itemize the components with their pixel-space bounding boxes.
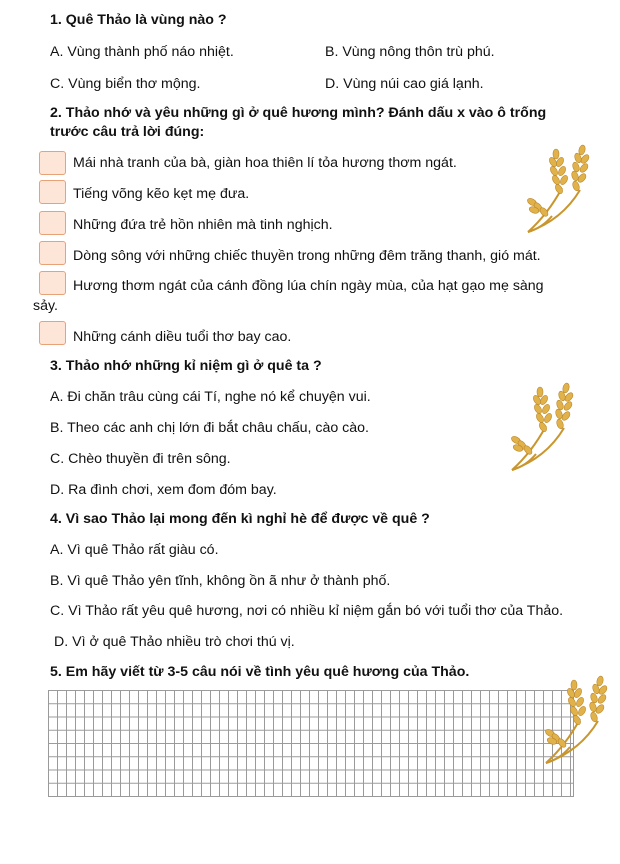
q2-item-6: Những cánh diều tuổi thơ bay cao. [73,329,292,345]
q2-item-2: Tiếng võng kẽo kẹt mẹ đưa. [73,186,250,202]
q2-item-1: Mái nhà tranh của bà, giàn hoa thiên lí tỏa hương thơm ngát. [73,155,457,171]
q4-option-a[interactable]: A. Vì quê Thảo rất giàu có. [50,542,219,558]
q3-option-c[interactable]: C. Chèo thuyền đi trên sông. [50,451,231,467]
q2-item-3: Những đứa trẻ hồn nhiên mà tinh nghịch. [73,217,333,233]
q1-title: 1. Quê Thảo là vùng nào ? [50,12,227,28]
q3-option-b[interactable]: B. Theo các anh chị lớn đi bắt châu chấu, cào cào. [50,420,370,436]
q2-item-5-continued: sảy. [33,298,58,314]
q1-option-a[interactable]: A. Vùng thành phố náo nhiệt. [50,44,234,60]
q2-checkbox-3[interactable] [39,211,66,235]
writing-grid[interactable] [48,690,574,797]
q5-title: 5. Em hãy viết từ 3-5 câu nói về tình yêu quê hương của Thảo. [50,664,470,680]
q1-option-b[interactable]: B. Vùng nông thôn trù phú. [325,44,495,60]
q2-item-4: Dòng sông với những chiếc thuyền trong những đêm trăng thanh, gió mát. [73,248,541,264]
q2-title-line2: trước câu trả lời đúng: [50,124,205,140]
q1-option-c[interactable]: C. Vùng biển thơ mộng. [50,76,201,92]
q4-option-d[interactable]: D. Vì ở quê Thảo nhiều trò chơi thú vị. [54,634,295,650]
q4-option-c[interactable]: C. Vì Thảo rất yêu quê hương, nơi có nhiều kỉ niệm gắn bó với tuổi thơ của Thảo. [50,603,564,619]
q4-option-b[interactable]: B. Vì quê Thảo yên tĩnh, không ồn ã như ở thành phố. [50,573,391,589]
q4-title: 4. Vì sao Thảo lại mong đến kì nghỉ hè để được về quê ? [50,511,430,527]
wheat-icon [502,382,574,478]
q1-option-d[interactable]: D. Vùng núi cao giá lạnh. [325,76,484,92]
q3-option-a[interactable]: A. Đi chăn trâu cùng cái Tí, nghe nó kể chuyện vui. [50,389,371,405]
q2-item-5: Hương thơm ngát của cánh đồng lúa chín ngày mùa, của hạt gạo mẹ sàng [73,278,544,294]
q2-title-line1: 2. Thảo nhớ và yêu những gì ở quê hương mình? Đánh dấu x vào ô trống [50,105,547,121]
q3-title: 3. Thảo nhớ những kỉ niệm gì ở quê ta ? [50,358,322,374]
q2-checkbox-2[interactable] [39,180,66,204]
q2-checkbox-6[interactable] [39,321,66,345]
q2-checkbox-5[interactable] [39,271,66,295]
q3-option-d[interactable]: D. Ra đình chơi, xem đom đóm bay. [50,482,277,498]
q2-checkbox-1[interactable] [39,151,66,175]
wheat-icon [518,144,590,240]
wheat-icon [536,675,608,771]
q2-checkbox-4[interactable] [39,241,66,265]
